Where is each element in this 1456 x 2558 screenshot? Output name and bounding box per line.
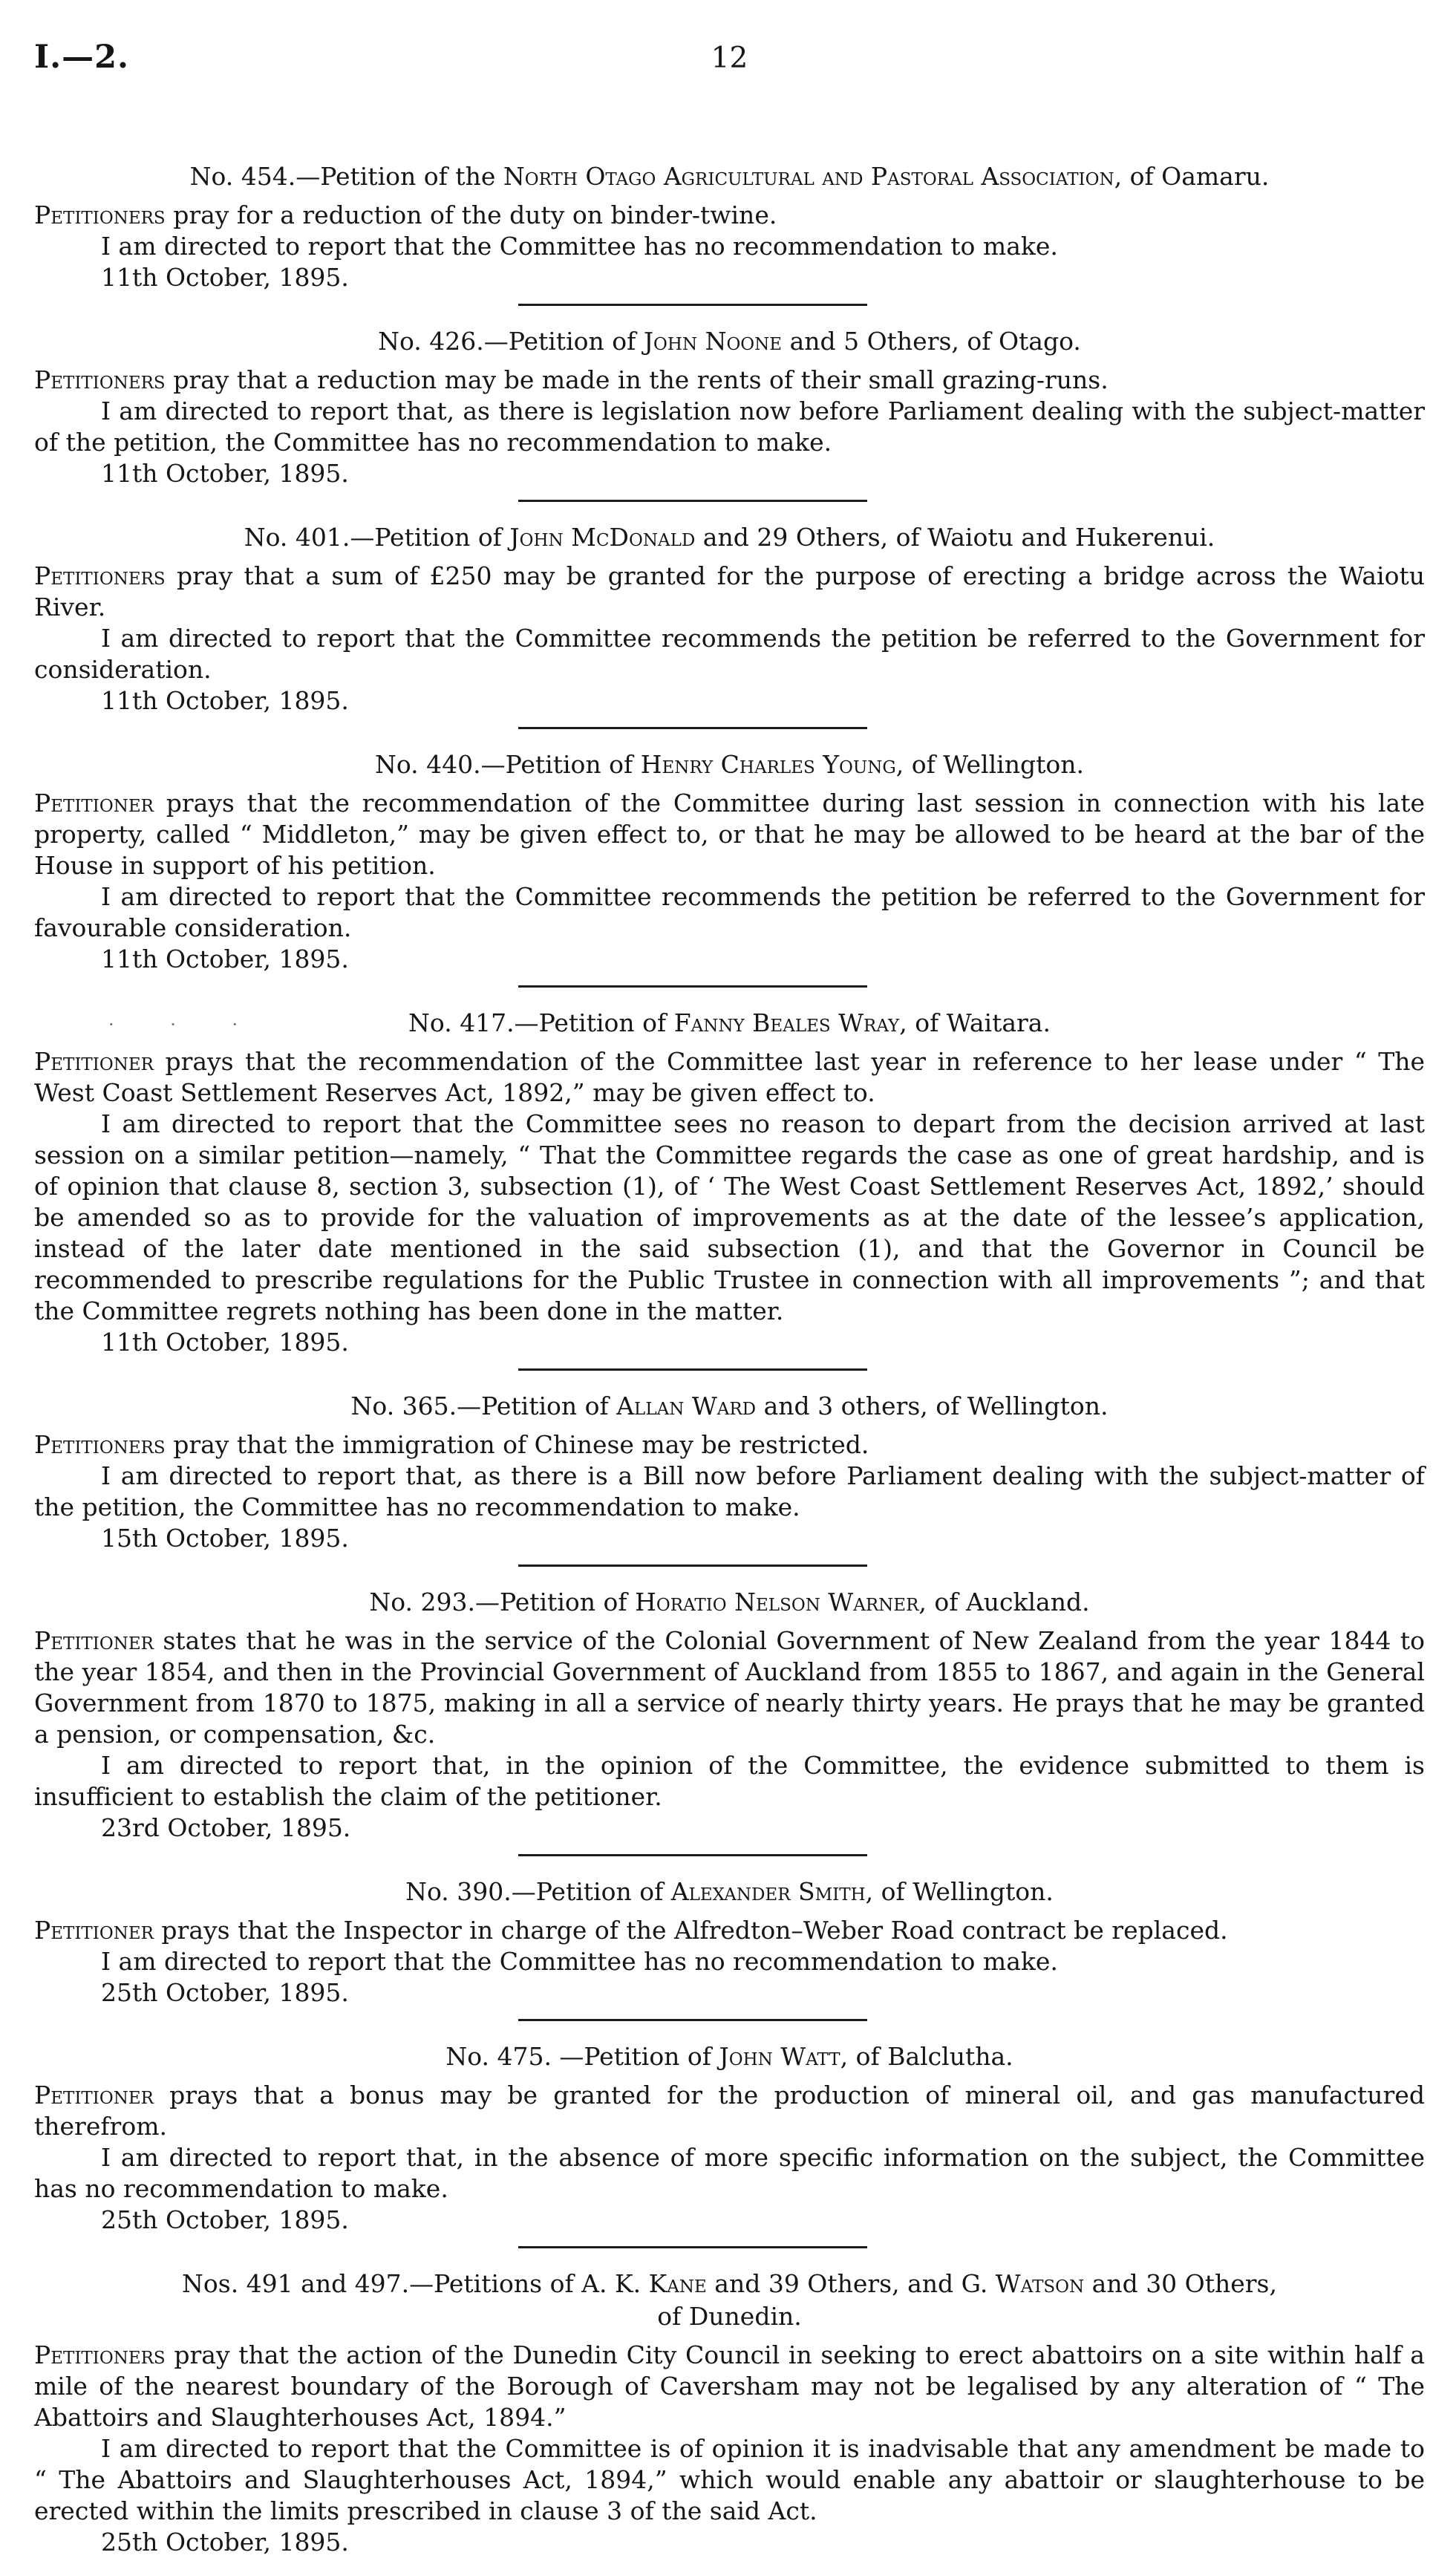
text-run: and 29 Others, of Waiotu and Hukerenui. — [695, 523, 1215, 552]
petition-date — [34, 2205, 1425, 2236]
petition-paragraph — [34, 623, 1425, 685]
petition-paragraph — [34, 1461, 1425, 1523]
petition-paragraph — [34, 1625, 1425, 1750]
section-divider — [518, 2019, 867, 2021]
petition-date — [34, 262, 1425, 293]
petitioner-name: John Noone — [643, 327, 783, 356]
petitioner-name: Petitioner — [34, 1916, 154, 1945]
petition-heading — [34, 748, 1425, 781]
text-run: I am directed to report that the Committee has no recommendation to make. — [101, 1947, 1058, 1976]
petition-section — [34, 2040, 1425, 2236]
text-run: prays that the recommendation of the Committee during last session in connection with his late property, called “ Middleton,” may be given effect to, or that he may be allowed to be heard at the bar of the House in support of his petition. — [34, 789, 1425, 880]
text-run: I am directed to report that, in the absence of more specific information on the subject, the Committee has no recommendation to make. — [34, 2143, 1425, 2203]
petition-heading — [34, 1390, 1425, 1423]
petition-paragraph — [34, 1429, 1425, 1461]
text-run: No. 440.—Petition of — [375, 750, 641, 779]
petition-heading-line — [34, 1390, 1425, 1423]
petition-section — [34, 160, 1425, 293]
text-run: Nos. 491 and 497.—Petitions of — [182, 2269, 582, 2298]
petition-heading — [34, 1007, 1425, 1040]
text-run: 11th October, 1895. — [101, 459, 349, 488]
petition-paragraph — [34, 1915, 1425, 1946]
petition-paragraph — [34, 2340, 1425, 2433]
petition-paragraph — [34, 1109, 1425, 1327]
text-run: No. 293.—Petition of — [369, 1588, 636, 1616]
petition-paragraph — [34, 396, 1425, 458]
petitioner-name: Allan Ward — [616, 1391, 757, 1420]
section-divider — [518, 1854, 867, 1856]
petition-paragraph — [34, 1046, 1425, 1109]
section-divider — [518, 500, 867, 502]
text-run: 25th October, 1895. — [101, 1978, 349, 2007]
text-run: No. 426.—Petition of — [378, 327, 644, 356]
text-run: pray that a reduction may be made in the rents of their small grazing-runs. — [165, 365, 1109, 394]
petitioner-name: Petitioner — [34, 1626, 154, 1655]
petition-paragraph — [34, 365, 1425, 396]
text-run: I am directed to report that the Committee is of opinion it is inadvisable that any amendment be made to “ The Abattoirs and Slaughterhouses Act, 1894,” which would enable any abattoir or slaughterhouse to be erected within the limits prescribed in clause 3 of the said Act. — [34, 2434, 1425, 2525]
petitioner-name: Horatio Nelson Warner — [635, 1588, 919, 1616]
petition-heading — [34, 1876, 1425, 1908]
petitioner-name: Petitioners — [34, 200, 166, 229]
section-divider — [518, 1565, 867, 1567]
petition-date — [34, 458, 1425, 489]
petition-date — [34, 1523, 1425, 1554]
petition-date — [34, 1813, 1425, 1844]
petition-paragraph — [34, 561, 1425, 623]
text-run: pray for a reduction of the duty on binder-twine. — [165, 200, 777, 229]
petitioner-name: Fanny Beales Wray — [673, 1008, 900, 1037]
text-run: 25th October, 1895. — [101, 2528, 349, 2557]
petition-date — [34, 1327, 1425, 1358]
petitioner-name: Petitioner — [34, 789, 154, 818]
text-run: I am directed to report that, as there is a Bill now before Parliament dealing with the subject-matter of the petition, the Committee has no recommendation to make. — [34, 1461, 1425, 1521]
text-run: pray that the action of the Dunedin City Council in seeking to erect abattoirs on a site within half a mile of the nearest boundary of the Borough of Caversham may not be legalised by any alteration of “ The Abattoirs and Slaughterhouses Act, 1894.” — [34, 2340, 1425, 2432]
section-divider — [518, 304, 867, 306]
petitioner-name: Petitioner — [34, 1047, 154, 1076]
text-run: pray that a sum of £250 may be granted for the purpose of erecting a bridge across the Waiotu River. — [34, 561, 1425, 621]
petition-section — [34, 325, 1425, 489]
text-run: prays that the Inspector in charge of the Alfredton–Weber Road contract be replaced. — [153, 1916, 1228, 1945]
text-run: I am directed to report that the Committee has no recommendation to make. — [101, 232, 1058, 261]
petitioner-name: John Watt — [719, 2042, 840, 2071]
petitioner-name: Petitioner — [34, 2081, 154, 2110]
text-run: 11th October, 1895. — [101, 686, 349, 715]
petition-heading — [34, 2268, 1425, 2333]
petition-paragraph — [34, 200, 1425, 231]
text-run: , of Auckland. — [918, 1588, 1090, 1616]
petition-date — [34, 944, 1425, 975]
petitioner-name: Petitioners — [34, 365, 166, 394]
petition-paragraph — [34, 2433, 1425, 2527]
petition-heading — [34, 325, 1425, 358]
petition-heading-line — [34, 2300, 1425, 2333]
text-run: No. 365.—Petition of — [350, 1391, 617, 1420]
text-run: I am directed to report that, in the opinion of the Committee, the evidence submitted to them is insufficient to establish the claim of the petitioner. — [34, 1751, 1425, 1811]
petition-paragraph — [34, 788, 1425, 881]
petition-heading — [34, 2040, 1425, 2073]
petition-paragraph — [34, 881, 1425, 944]
petition-paragraph — [34, 231, 1425, 262]
petition-heading-line — [34, 1876, 1425, 1908]
petitioner-name: Petitioners — [34, 2340, 166, 2369]
petition-date — [34, 2527, 1425, 2558]
text-run: No. 417.—Petition of — [408, 1008, 674, 1037]
petition-heading-line — [34, 748, 1425, 781]
petitioner-name: Henry Charles Young — [640, 750, 896, 779]
text-run: I am directed to report that the Committee recommends the petition be referred to the Government for favourable consideration. — [34, 882, 1425, 942]
petition-heading-line — [34, 2268, 1425, 2300]
petition-heading — [34, 1586, 1425, 1619]
petition-section — [34, 1007, 1425, 1358]
text-run: , of Wellington. — [865, 1877, 1054, 1906]
page-number: 12 — [711, 42, 748, 75]
text-run: I am directed to report that the Committee recommends the petition be referred to the Government for consideration. — [34, 624, 1425, 684]
petition-date — [34, 1977, 1425, 2009]
petitioner-name: A. K. Kane — [581, 2269, 707, 2298]
petitioner-name: G. Watson — [961, 2269, 1085, 2298]
section-divider — [518, 727, 867, 729]
scan-speck-marks: · · · — [108, 1014, 264, 1035]
petition-paragraph — [34, 2080, 1425, 2142]
petition-section — [34, 1390, 1425, 1554]
petition-heading — [34, 160, 1425, 193]
text-run: and 39 Others, and — [706, 2269, 962, 2298]
petition-heading-line — [34, 1586, 1425, 1619]
petitioner-name: Petitioners — [34, 1430, 166, 1459]
text-run: prays that the recommendation of the Committee last year in reference to her lease under “ The West Coast Settlement Reserves Act, 1892,” may be given effect to. — [34, 1047, 1425, 1107]
petition-heading-line — [34, 521, 1425, 554]
text-run: , of Wellington. — [895, 750, 1084, 779]
text-run: No. 454.—Petition of the — [189, 162, 503, 191]
petition-paragraph — [34, 2142, 1425, 2205]
petition-heading-line — [34, 160, 1425, 193]
petitioner-name: Petitioners — [34, 561, 166, 590]
petition-paragraph — [34, 1946, 1425, 1977]
section-divider — [518, 985, 867, 988]
text-run: and 30 Others, — [1084, 2269, 1277, 2298]
section-divider — [518, 1368, 867, 1371]
petition-section — [34, 1876, 1425, 2009]
petition-heading — [34, 521, 1425, 554]
text-run: I am directed to report that, as there is legislation now before Parliament dealing with the subject-matter of the petition, the Committee has no recommendation to make. — [34, 397, 1425, 457]
text-run: 25th October, 1895. — [101, 2205, 349, 2234]
text-run: , of Balclutha. — [840, 2042, 1013, 2071]
section-divider — [518, 2246, 867, 2248]
petition-section — [34, 748, 1425, 975]
petition-section — [34, 1586, 1425, 1844]
petition-heading-line — [34, 325, 1425, 358]
text-run: I am directed to report that the Committee sees no reason to depart from the decision arrived at last session on a similar petition—namely, “ That the Committee regards the case as one of great hardship, and is of opinion that clause 8, section 3, subsection (1), of ‘ The West Coast Settlement Reserves Act, 1892,’ should be amended so as to provide for the valuation of improvements as at the date of the lessee’s application, instead of the later date mentioned in the said subsection (1), and that the Governor in Council be recommended to prescribe regulations for the Public Trustee in connection with all improvements ”; and that the Committee regrets nothing has been done in the matter. — [34, 1109, 1425, 1325]
text-run: No. 390.—Petition of — [405, 1877, 671, 1906]
text-run: No. 401.—Petition of — [244, 523, 510, 552]
petition-paragraph — [34, 1750, 1425, 1813]
text-run: 15th October, 1895. — [101, 1524, 349, 1553]
text-run: and 3 others, of Wellington. — [756, 1391, 1109, 1420]
text-run: 11th October, 1895. — [101, 263, 349, 292]
text-run: and 5 Others, of Otago. — [782, 327, 1081, 356]
petitioner-name: Alexander Smith — [670, 1877, 866, 1906]
page-header — [34, 39, 1425, 92]
issue-label: I.—2. — [34, 39, 129, 76]
text-run: prays that a bonus may be granted for the production of mineral oil, and gas manufactured therefrom. — [34, 2081, 1425, 2141]
petitioner-name: North Otago Agricultural and Pastoral Association — [503, 162, 1114, 191]
text-run: 11th October, 1895. — [101, 944, 349, 973]
text-run: , of Waitara. — [899, 1008, 1051, 1037]
text-run: states that he was in the service of the Colonial Government of New Zealand from the year 1844 to the year 1854, and then in the Provincial Government of Auckland from 1855 to 1867, and again in the General Government from 1870 to 1875, making in all a service of nearly thirty years. He prays that he may be granted a pension, or compensation, &c. — [34, 1626, 1425, 1749]
text-run: of Dunedin. — [657, 2302, 802, 2331]
text-run: 23rd October, 1895. — [101, 1813, 351, 1842]
petitions-list — [34, 160, 1425, 2558]
text-run: No. 475. —Petition of — [445, 2042, 719, 2071]
text-run: pray that the immigration of Chinese may be restricted. — [165, 1430, 869, 1459]
text-run: 11th October, 1895. — [101, 1328, 349, 1357]
petition-heading-line — [34, 2040, 1425, 2073]
petition-section — [34, 521, 1425, 717]
petitioner-name: John McDonald — [509, 523, 696, 552]
petition-date — [34, 685, 1425, 717]
text-run: , of Oamaru. — [1114, 162, 1270, 191]
petition-section — [34, 2268, 1425, 2558]
